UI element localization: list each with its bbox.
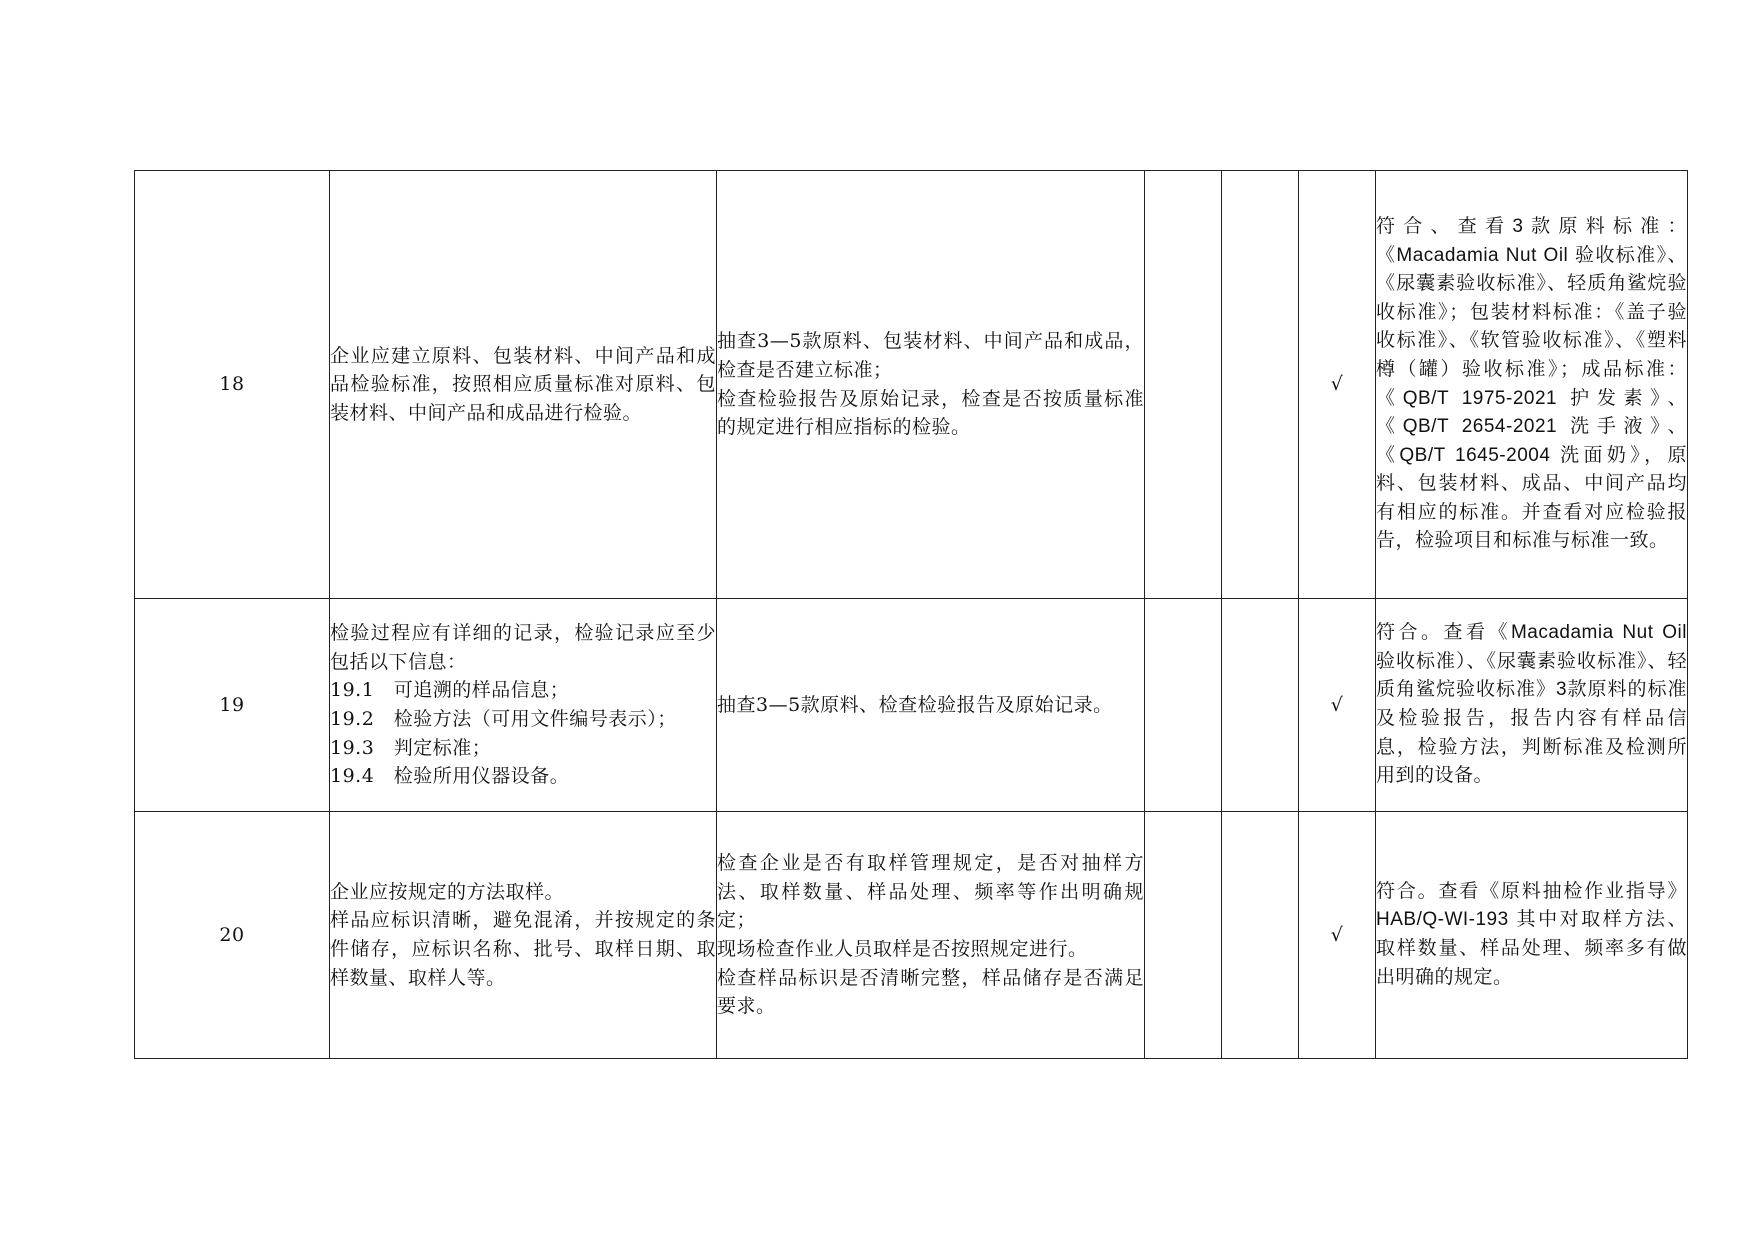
- table-row: [135, 812, 1688, 1059]
- requirement-text: 企业应按规定的方法取样。: [330, 880, 565, 903]
- method-cell: [717, 171, 1145, 599]
- item-number: 18: [135, 171, 330, 599]
- method-text: 检查企业是否有取样管理规定，是否对抽样方法、取样数量、样品处理、频率等作出明确规定；: [717, 852, 1144, 932]
- requirement-text: 样品应标识清晰，避免混淆，并按规定的条件储存，应标识名称、批号、取样日期、取样数量、取样人等。: [330, 909, 716, 989]
- blank-cell: [1222, 599, 1299, 812]
- method-text: 检查检验报告及原始记录，检查是否按质量标准的规定进行相应指标的检验。: [717, 387, 1144, 439]
- table-row: [135, 171, 1688, 599]
- requirement-cell: [330, 171, 717, 599]
- requirement-text: 企业应建立原料、包装材料、中间产品和成品检验标准，按照相应质量标准对原料、包装材料、中间产品和成品进行检验。: [330, 344, 716, 424]
- method-cell: [717, 599, 1145, 812]
- check-mark: √: [1299, 812, 1376, 1059]
- item-number: 20: [135, 812, 330, 1059]
- requirement-text: 19.4 检验所用仪器设备。: [330, 765, 570, 788]
- blank-cell: [1145, 599, 1222, 812]
- requirement-text: 19.3 判定标准；: [330, 736, 492, 759]
- method-cell: [717, 812, 1145, 1059]
- requirement-text: 19.2 检验方法（可用文件编号表示）；: [330, 708, 677, 730]
- item-number: 19: [135, 599, 330, 812]
- inspection-table: [134, 170, 1688, 1059]
- blank-cell: [1222, 812, 1299, 1059]
- method-text: 检查样品标识是否清晰完整，样品储存是否满足要求。: [717, 966, 1144, 1018]
- table-row: [135, 599, 1688, 812]
- result-text: 符合。查看《Macadamia Nut Oil 验收标准）、《尿囊素验收标准》、轻质角鲨烷验收标准》3款原料的标准及检验报告，报告内容有样品信息，检验方法，判断标准及检测所用到的设备。: [1376, 599, 1688, 812]
- check-mark: √: [1299, 599, 1376, 812]
- requirement-text: 检验过程应有详细的记录，检验记录应至少包括以下信息：: [330, 622, 716, 673]
- requirement-text: 19.1 可追溯的样品信息；: [330, 679, 570, 702]
- blank-cell: [1222, 171, 1299, 599]
- requirement-cell: [330, 812, 717, 1059]
- result-text: 符合、查看3款原料标准：《Macadamia Nut Oil 验收标准》、《尿囊素验收标准》、轻质角鲨烷验收标准》；包装材料标准：《盖子验收标准》、《软管验收标准》、《塑料樽（罐）验收标准》；成品标准：《QB/T 1975-2021 护发素》、《QB/T 2654-2021 洗手液》、《QB/T 1645-2004 洗面奶》，原料、包装材料、成品、中间产品均有相应的标准。并查看对应检验报告，检验项目和标准与标准一致。: [1376, 171, 1688, 599]
- method-text: 抽查3—5款原料、检查检验报告及原始记录。: [717, 693, 1113, 716]
- requirement-cell: [330, 599, 717, 812]
- method-text: 抽查3—5款原料、包装材料、中间产品和成品，检查是否建立标准；: [717, 330, 1144, 381]
- blank-cell: [1145, 812, 1222, 1059]
- method-text: 现场检查作业人员取样是否按照规定进行。: [717, 938, 1088, 960]
- blank-cell: [1145, 171, 1222, 599]
- check-mark: √: [1299, 171, 1376, 599]
- result-text: 符合。查看《原料抽检作业指导》HAB/Q-WI-193 其中对取样方法、取样数量、样品处理、频率多有做出明确的规定。: [1376, 812, 1688, 1059]
